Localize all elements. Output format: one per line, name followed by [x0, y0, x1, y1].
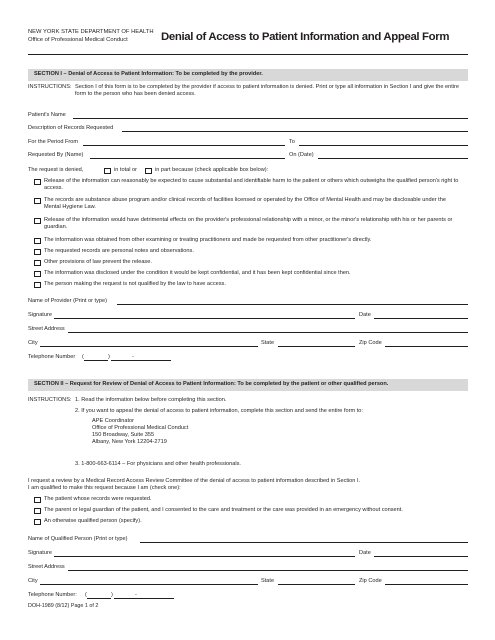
- form-title: Denial of Access to Patient Information and Appeal Form: [161, 31, 450, 43]
- reason-checkbox[interactable]: [34, 271, 41, 277]
- qualification-checkbox[interactable]: [34, 508, 41, 514]
- requested-by-row: [28, 151, 468, 160]
- patient-name-row: [28, 111, 468, 120]
- provider-zip-field[interactable]: [385, 346, 468, 347]
- period-to-field[interactable]: [299, 145, 468, 146]
- reason-text: The information was disclosed under the condition it would be kept confidential, and it has been kept confidential since then.: [44, 270, 351, 276]
- section1-instructions: [28, 84, 468, 104]
- person-state-field[interactable]: [278, 584, 355, 585]
- qualification-checkbox[interactable]: [34, 519, 41, 525]
- city-label: City: [28, 578, 38, 585]
- in-part-label: in part because (check applicable box below):: [155, 167, 269, 174]
- period-row: [28, 138, 468, 147]
- reason-text: Release of the information would have detrimental effects on the provider's professional relationship with a minor, or the minor's relationship with his or her parents or guardian.: [44, 217, 453, 230]
- provider-street-field[interactable]: [68, 332, 468, 333]
- provider-signature-row: [28, 311, 468, 320]
- person-name-label: Name of Qualified Person (Print or type): [28, 536, 128, 543]
- reason-checkbox[interactable]: [34, 218, 41, 224]
- reason-text: The requested records are personal notes and observations.: [44, 248, 194, 254]
- on-date-label: On (Date): [289, 152, 314, 159]
- tel-dash: -: [132, 354, 134, 361]
- date-label: Date: [359, 550, 371, 557]
- records-description-label: Description of Records Requested: [28, 125, 114, 132]
- form-footer: DOH-1989 (8/12) Page 1 of 2: [28, 603, 99, 609]
- person-signature-field[interactable]: [54, 556, 355, 557]
- header-rule: [28, 54, 468, 55]
- telephone-label: Telephone Number: [28, 354, 76, 361]
- instructions-label: INSTRUCTIONS:: [28, 84, 72, 90]
- qualification-text: An otherwise qualified person (specify).: [44, 518, 142, 524]
- on-date-field[interactable]: [318, 158, 468, 159]
- person-city-row: [28, 577, 468, 586]
- qualified-person-name-row: [28, 535, 468, 544]
- reason-checkbox[interactable]: [34, 260, 41, 266]
- patient-name-field[interactable]: [73, 118, 468, 119]
- records-description-row: [28, 124, 468, 133]
- review-request-statement: [28, 478, 468, 494]
- person-telephone-row: [28, 591, 468, 600]
- qualification-text: The parent or legal guardian of the patient, and I consented to the care and treatment or the care was provided in an emergency without consent.: [44, 507, 403, 513]
- address-line: Office of Professional Medical Conduct: [92, 424, 189, 431]
- denial-scope-row: [28, 166, 468, 175]
- address-line: APE Coordinator: [92, 418, 134, 424]
- denied-label: The request is denied,: [28, 167, 84, 174]
- instructions-label: INSTRUCTIONS:: [28, 397, 72, 403]
- reason-checkbox[interactable]: [34, 198, 41, 204]
- provider-phone-field[interactable]: [111, 360, 171, 361]
- provider-name-field[interactable]: [117, 304, 468, 305]
- instruction-step-1: 1. Read the information below before completing this section.: [75, 397, 227, 403]
- in-part-checkbox[interactable]: [145, 168, 152, 174]
- tel-open-paren: (: [82, 354, 84, 361]
- section2-heading: SECTION II – Request for Review of Denial of Access to Patient Information: To be completed by the patient or other qualified person.: [28, 379, 468, 391]
- provider-name-label: Name of Provider (Print or type): [28, 298, 107, 305]
- records-description-field[interactable]: [122, 131, 468, 132]
- state-label: State: [261, 340, 275, 347]
- telephone-label: Telephone Number:: [28, 592, 77, 599]
- signature-label: Signature: [28, 312, 52, 319]
- reason-checkbox[interactable]: [34, 238, 41, 244]
- date-label: Date: [359, 312, 371, 319]
- provider-state-field[interactable]: [278, 346, 355, 347]
- provider-name-row: [28, 297, 468, 306]
- tel-close-paren: ): [111, 592, 113, 599]
- reason-checkbox[interactable]: [34, 249, 41, 255]
- provider-street-row: [28, 325, 468, 334]
- provider-city-field[interactable]: [40, 346, 258, 347]
- provider-telephone-row: [28, 353, 468, 362]
- city-label: City: [28, 340, 38, 347]
- qualification-prompt: I am qualified to make this request because I am (check one):: [28, 484, 181, 491]
- in-total-checkbox[interactable]: [104, 168, 111, 174]
- instruction-step-2: 2. If you want to appeal the denial of access to patient information, complete this section and send the entire form to:: [75, 408, 363, 414]
- requested-by-label: Requested By (Name): [28, 152, 84, 159]
- zip-label: Zip Code: [359, 578, 382, 585]
- person-area-code-field[interactable]: [87, 598, 111, 599]
- instructions-text: Section I of this form is to be completed by the provider if access to patient information is denied. Print or type all information in Section I and give the entire form to the person who has been denied access.: [75, 84, 459, 97]
- period-to-label: To: [289, 139, 295, 146]
- person-phone-field[interactable]: [114, 598, 174, 599]
- street-label: Street Address: [28, 326, 65, 333]
- agency-name: NEW YORK STATE DEPARTMENT OF HEALTH: [28, 29, 154, 35]
- reason-text: The information was obtained from other examining or treating practitioners and made be requested from other practitioner's directly.: [44, 237, 372, 243]
- person-zip-field[interactable]: [385, 584, 468, 585]
- office-name: Office of Professional Medical Conduct: [28, 36, 128, 43]
- person-city-field[interactable]: [40, 584, 258, 585]
- reason-text: Other provisions of law prevent the release.: [44, 259, 152, 265]
- tel-dash: -: [135, 592, 137, 599]
- person-date-field[interactable]: [374, 556, 468, 557]
- patient-name-label: Patient's Name: [28, 112, 66, 119]
- mailing-address: [92, 418, 188, 446]
- reason-checkbox[interactable]: [34, 282, 41, 288]
- instruction-step-3: 3. 1-800-663-6114 – For physicians and other health professionals.: [75, 461, 241, 467]
- provider-area-code-field[interactable]: [84, 360, 108, 361]
- provider-date-field[interactable]: [374, 318, 468, 319]
- address-line: 150 Broadway, Suite 355: [92, 431, 155, 438]
- zip-label: Zip Code: [359, 340, 382, 347]
- period-from-field[interactable]: [83, 145, 285, 146]
- tel-open-paren: (: [85, 592, 87, 599]
- provider-city-row: [28, 339, 468, 348]
- reason-text: The person making the request is not qualified by the law to have access.: [44, 281, 226, 287]
- qualification-checkbox[interactable]: [34, 497, 41, 503]
- provider-signature-field[interactable]: [54, 318, 355, 319]
- qualification-options: [28, 496, 468, 530]
- section2-instructions: [28, 397, 468, 475]
- address-line: Albany, New York 12204-2719: [92, 438, 167, 445]
- requested-by-field[interactable]: [90, 158, 285, 159]
- denial-reasons-list: [28, 178, 468, 287]
- section1-heading: SECTION I – Denial of Access to Patient Information: To be completed by the provider.: [28, 69, 468, 81]
- request-line: I request a review by a Medical Record Access Review Committee of the denial of access to patient information described in Section I.: [28, 478, 361, 484]
- agency-block: [28, 29, 154, 45]
- tel-close-paren: ): [108, 354, 110, 361]
- person-street-field[interactable]: [68, 570, 468, 571]
- in-total-label: in total or: [114, 167, 138, 174]
- street-label: Street Address: [28, 564, 65, 571]
- reason-checkbox[interactable]: [34, 179, 41, 185]
- reason-text: The records are substance abuse program and/or clinical records of facilities licensed or operated by the Office of Mental Health and may be disclosable under the Mental Hygiene Law.: [44, 197, 446, 210]
- person-street-row: [28, 563, 468, 572]
- signature-label: Signature: [28, 550, 52, 557]
- reason-text: Release of the information can reasonably be expected to cause substantial and identifiable harm to the patient or others which outweighs the qualified person's right to access.: [44, 178, 459, 191]
- person-signature-row: [28, 549, 468, 558]
- person-name-field[interactable]: [140, 542, 468, 543]
- qualification-text: The patient whose records were requested.: [44, 496, 152, 502]
- state-label: State: [261, 578, 275, 585]
- period-from-label: For the Period From: [28, 139, 79, 146]
